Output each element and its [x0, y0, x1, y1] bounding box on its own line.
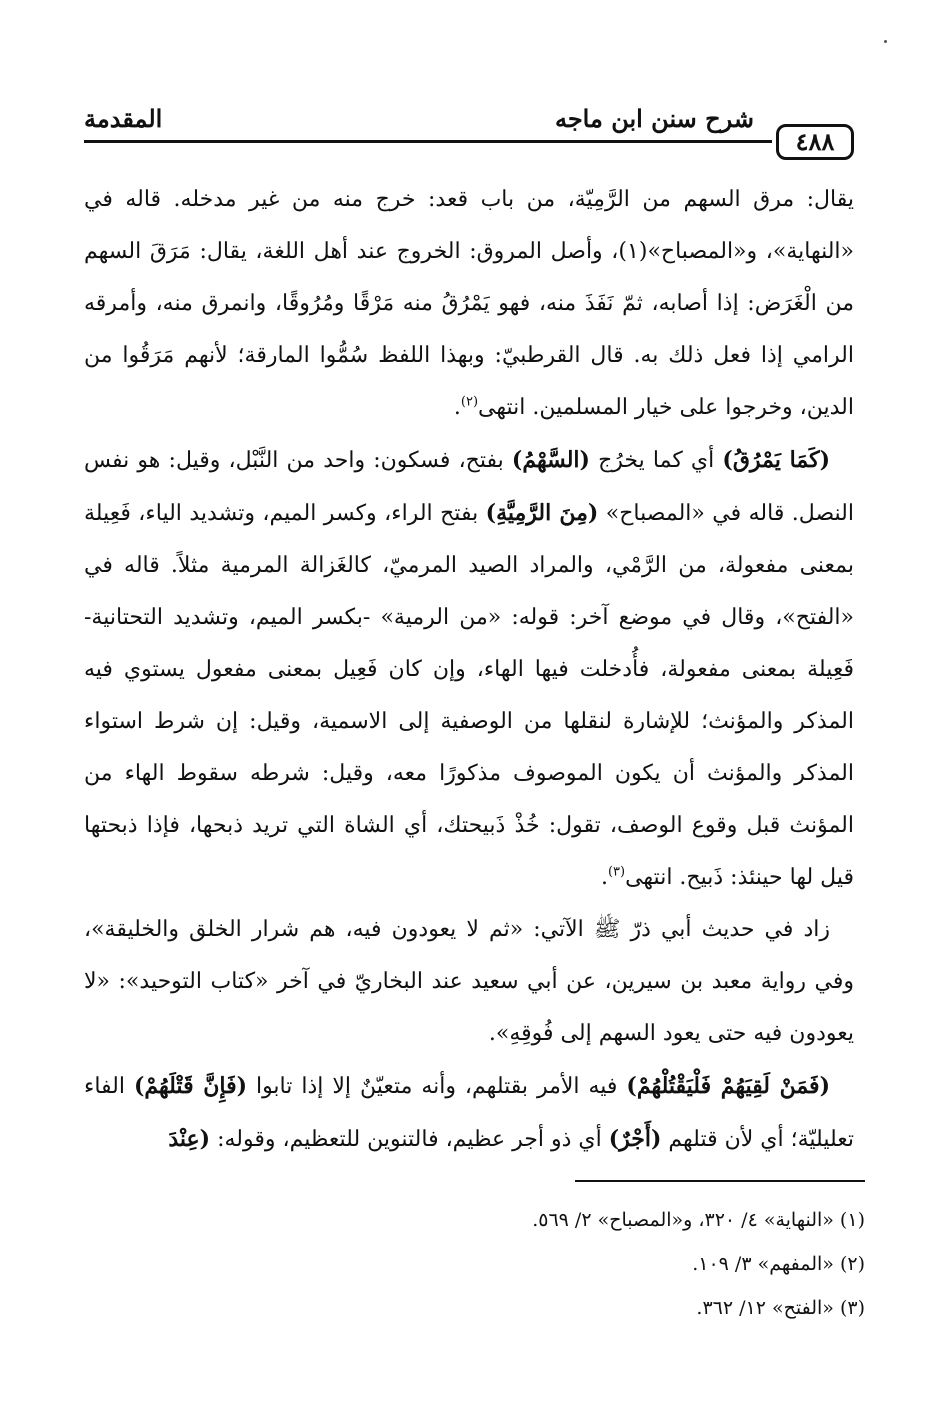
footnotes	[95, 1198, 865, 1330]
quoted-phrase: (مِنَ الرَّمِيَّةِ)	[485, 500, 599, 526]
footnote-ref-1: (١)	[618, 239, 648, 264]
paragraph-4: (فَمَنْ لَقِيَهُمْ فَلْيَقْتُلْهُمْ) فيه الأمر بقتلهم، وأنه متعيّنٌ إلا إذا تابوا (فَإِنَّ قَتْلَهُمْ) الفاء تعليليّة؛ أي لأن قتلهم (أَجْرٌ) أي ذو أجر عظيم، فالتنوين للتعظيم، وقوله: (عِنْدَ	[84, 1073, 854, 1152]
footnote-1: (١) «النهاية» ٤/ ٣٢٠، و«المصباح» ٢/ ٥٦٩.	[532, 1209, 865, 1231]
paragraph-2: (كَمَا يَمْرُقُ) أي كما يخرُج (السَّهْمُ) بفتح، فسكون: واحد من النَّبْل، وقيل: هو نفس النصل. قاله في «المصباح» (مِنَ الرَّمِيَّةِ) بفتح الراء، وكسر الميم، وتشديد الياء، فَعِيلة بمعنى مفعولة، من الرَّمْي، والمراد الصيد المرميّ، كالغَزالة المرمية مثلاً. قاله في «الفتح»، وقال في موضع آخر: قوله: «من الرمية» -بكسر الميم، وتشديد التحتانية- فَعِيلة بمعنى مفعولة، فأُدخلت فيها الهاء، وإن كان فَعِيل بمعنى مفعول يستوي فيه المذكر والمؤنث؛ للإشارة لنقلها من الوصفية إلى الاسمية، وقيل: إن شرط استواء المذكر والمؤنث أن يكون الموصوف مذكورًا معه، وقيل: شرطه سقوط الهاء من المؤنث قبل وقوع الوصف، تقول: خُذْ ذَبيحتك، أي الشاة التي تريد ذبحها، فإذا ذبحتها قيل لها حينئذ: ذَبيح. انتهى$^{(٣)}$.	[84, 447, 854, 890]
quoted-phrase: (فَمَنْ لَقِيَهُمْ فَلْيَقْتُلْهُمْ)	[626, 1073, 830, 1099]
quoted-phrase: (فَإِنَّ قَتْلَهُمْ)	[133, 1073, 247, 1099]
header-rule	[84, 140, 772, 143]
quoted-phrase: (كَمَا يَمْرُقُ)	[722, 447, 830, 473]
quoted-phrase: (أَجْرٌ)	[608, 1126, 662, 1152]
footnote-2: (٢) «المفهم» ٣/ ١٠٩.	[692, 1253, 865, 1275]
scan-speck	[884, 40, 887, 43]
quoted-phrase: (السَّهْمُ)	[511, 447, 590, 473]
paragraph-1: يقال: مرق السهم من الرَّمِيّة، من باب قعد: خرج منه من غير مدخله. قاله في «النهاية»، و«المصباح»(١)، وأصل المروق: الخروج عند أهل اللغة، يقال: مَرَقَ السهم من الْغَرَض: إذا أصابه، ثمّ نَفَذَ منه، فهو يَمْرُقُ منه مَرْقًا ومُرُوقًا، وانمرق منه، وأمرقه الرامي إذا فعل ذلك به. قال القرطبيّ: وبهذا اللفظ سُمُّوا المارقة؛ لأنهم مَرَقُوا من الدين، وخرجوا على خيار المسلمين. انتهى$^{(٢)}$.	[84, 187, 854, 420]
quoted-phrase: (عِنْدَ	[168, 1126, 211, 1152]
body-text	[84, 174, 854, 1166]
book-title: شرح سنن ابن ماجه	[554, 104, 754, 133]
page-header	[84, 100, 854, 162]
footnote-ref-3: (٣)	[607, 864, 626, 880]
footnote-3: (٣) «الفتح» ١٢/ ٣٦٢.	[696, 1297, 865, 1319]
footnote-ref-2: (٢)	[460, 394, 479, 410]
page-number: ٤٨٨	[776, 124, 854, 160]
footnote-separator	[575, 1180, 865, 1182]
section-title: المقدمة	[84, 104, 163, 133]
paragraph-3: زاد في حديث أبي ذرّ ﷺ الآتي: «ثم لا يعودون فيه، هم شرار الخلق والخليقة»، وفي رواية معبد بن سيرين، عن أبي سعيد عند البخاريّ في آخر «كتاب التوحيد»: «لا يعودون فيه حتى يعود السهم إلى فُوقِهِ».	[84, 917, 854, 1046]
